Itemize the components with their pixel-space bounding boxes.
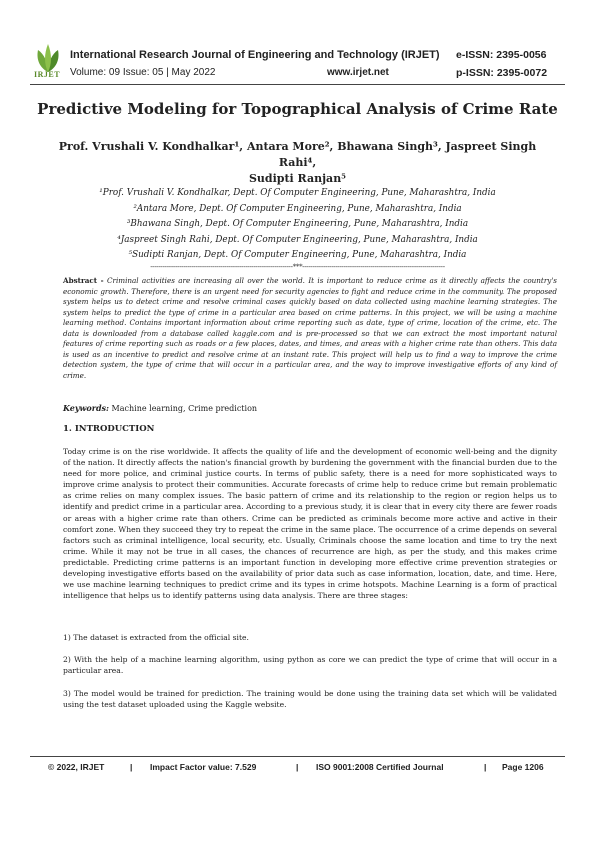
abstract <box>63 276 557 381</box>
affiliation-4: ⁴Jaspreet Singh Rahi, Dept. Of Computer Engineering, Pune, Maharashtra, India <box>117 234 478 245</box>
authors-line-1: Prof. Vrushali V. Kondhalkar¹, Antara More², Bhawana Singh³, Jaspreet Singh Rahi⁴, <box>58 140 537 169</box>
footer-page-number: Page 1206 <box>502 762 544 772</box>
affiliation-2: ²Antara More, Dept. Of Computer Engineering, Pune, Maharashtra, India <box>133 203 462 214</box>
p-issn: p-ISSN: 2395-0072 <box>456 67 548 79</box>
author-list <box>50 139 545 187</box>
journal-header <box>0 0 595 86</box>
journal-name: International Research Journal of Engineering and Technology (IRJET) <box>70 49 440 61</box>
header-rule <box>30 84 565 85</box>
footer-rule <box>30 756 565 757</box>
footer-copyright: © 2022, IRJET <box>48 762 105 772</box>
list-item: 1) The dataset is extracted from the official site. <box>63 633 249 642</box>
footer-iso: ISO 9001:2008 Certified Journal <box>316 762 444 772</box>
authors-line-2: Sudipti Ranjan⁵ <box>248 172 347 185</box>
section-heading: 1. INTRODUCTION <box>63 424 155 434</box>
abstract-text: Criminal activities are increasing all over the world. It is important to reduce crime as it directly affects the country's economic growth. Therefore, there is an urgent need for security agencies to fight and reduce crime in the community. The proposed system helps us to detect crime and resolve criminal cases quickly based on data collected using machine learning strategies. The system helps to predict the type of crime in a particular area based on crime patterns. In this project, we will be using a machine learning method. Contains important information about crime reporting such as date, type of crime, location of the crime, etc. The data is downloaded from a database called kaggle.com and is pre-processed so that we can extract the most important natural features of crime reporting such as roads or a few places, dates, and times, and areas with a higher crime rate than others. This data is used as an incentive to predict and resolve crime at an instant rate. This project will help us to find a way to improve the crime detection system, the type of crime that will occur in a particular area, and the way to improve investigative efforts of any kind of crime. <box>63 276 557 380</box>
footer-separator: | <box>484 762 487 772</box>
keywords-text: Machine learning, Crime prediction <box>109 404 258 413</box>
footer-impact-factor: Impact Factor value: 7.529 <box>150 762 257 772</box>
journal-website: www.irjet.net <box>327 67 389 78</box>
affiliation-1: ¹Prof. Vrushali V. Kondhalkar, Dept. Of Computer Engineering, Pune, Maharashtra, India <box>99 188 496 198</box>
affiliation-3: ³Bhawana Singh, Dept. Of Computer Engineering, Pune, Maharashtra, India <box>126 219 469 229</box>
section-divider: ---------------------------------------------------------------------***--------------------------------------------------------------------- <box>150 263 445 271</box>
keywords <box>63 403 557 413</box>
list-item: 3) The model would be trained for prediction. The training would be done using the training data set which will be validated using the test dataset uploaded using the Kaggle website. <box>63 689 557 710</box>
volume-issue: Volume: 09 Issue: 05 | May 2022 <box>70 67 216 78</box>
affiliation-list <box>30 186 565 264</box>
paper-title: Predictive Modeling for Topographical Analysis of Crime Rate <box>37 100 558 118</box>
keywords-label: Keywords: <box>63 403 110 413</box>
abstract-label: Abstract - <box>63 276 104 285</box>
logo-text: IRJET <box>34 70 61 79</box>
e-issn: e-ISSN: 2395-0056 <box>456 49 547 61</box>
footer-separator: | <box>296 762 299 772</box>
footer-separator: | <box>130 762 133 772</box>
list-item: 2) With the help of a machine learning algorithm, using python as core we can predict the type of crime that will occur in a particular area. <box>63 655 557 676</box>
affiliation-5: ⁵Sudipti Ranjan, Dept. Of Computer Engineering, Pune, Maharashtra, India <box>128 250 467 260</box>
body-paragraph: Today crime is on the rise worldwide. It affects the quality of life and the development of economic well-being and the dignity of the nation. It directly affects the nation's financial growth by burdening the government with the financial burden due to the need for more police, and criminal justice courts. In terms of public safety, there is a need for more sophisticated ways to improve crime analysis to protect their communities. Accurate forecasts of crime help to reduce crime but remain problematic as crime relies on many complex issues. The basic pattern of crime and its relationship to the region or region helps us to identify and predict crime in a particular area. According to a previous study, it is clear that in every city there are fewer roads or areas with a higher crime rate than others. Crime can be predicted as criminals become more active and active in their comfort zone. When they succeed they try to repeat the crime in the same place. The occurrence of a crime depends on several factors such as criminal intelligence, local security, etc. Usually, Criminals choose the same location and time to try the next crime. While it may not be true in all cases, the chances of recurrence are high, as per the study, and this makes crime predictable. Predicting crime patterns is an important function in developing more effective crime prevention strategies or developing investigative efforts based on the availability of prior data such as case information, location, date, and time. Here, we use machine learning techniques to predict crime and its types in crime hotspots. Machine Learning is a form of practical intelligence that helps us to identify patterns using data analysis. There are three stages: <box>63 447 557 601</box>
